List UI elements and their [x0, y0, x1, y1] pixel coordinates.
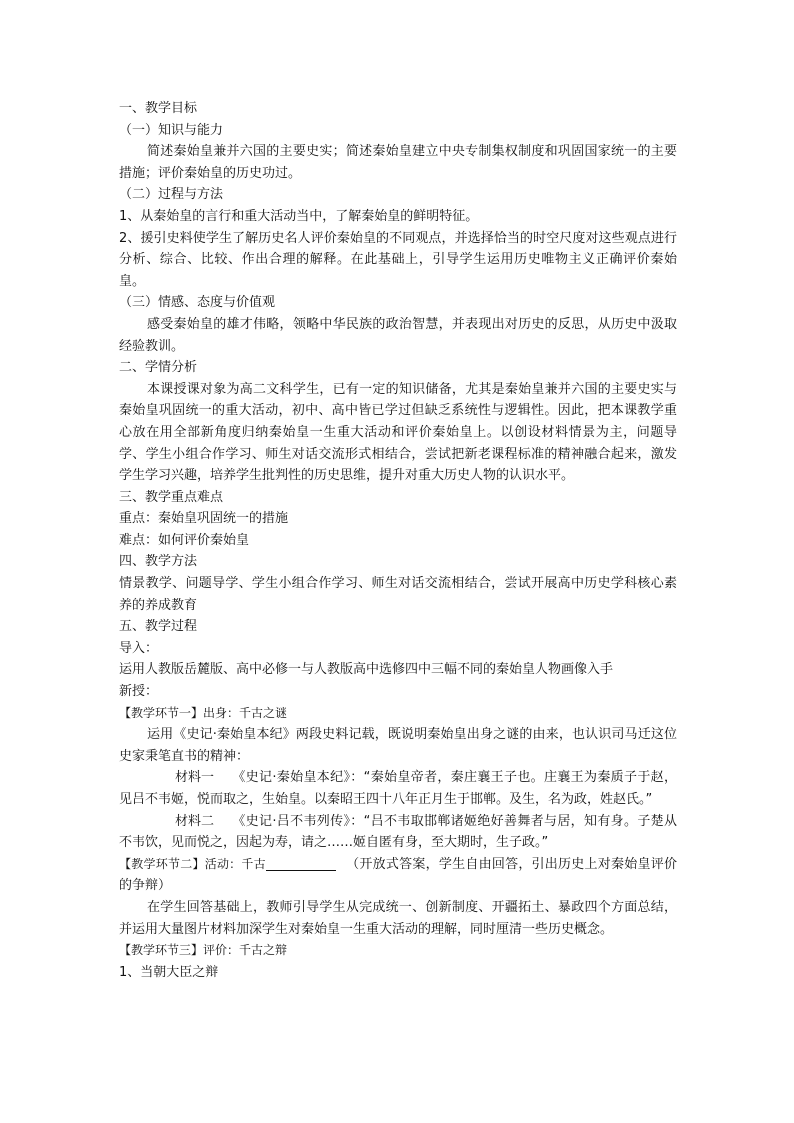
- section-1-sub2-point1: 1、从秦始皇的言行和重大活动当中，了解秦始皇的鲜明特征。: [119, 208, 479, 224]
- link-1-heading: [119, 703, 677, 725]
- link-3-heading: [119, 940, 677, 962]
- answer-blank: [266, 856, 336, 871]
- link-2-heading: [119, 854, 677, 897]
- section-2-text: 本课授课对象为高二文科学生，已有一定的知识储备，尤其是秦始皇兼并六国的主要史实与秦始皇巩固统一的重大活动，初中、高中皆已学过但缺乏系统性与逻辑性。因此，把本课教学重心放在用全部新角度归纳秦始皇一生重大活动和评价秦始皇上。以创设材料情景为主，问题导学、学生小组合作学习、师生对话交流形式相结合，尝试把新老课程标准的精神融合起来，激发学生学习兴趣，培养学生批判性的历史思维，提升对重大历史人物的认识水平。: [119, 381, 677, 484]
- difficult-point: 难点：如何评价秦始皇: [119, 532, 250, 548]
- link-3-tag: 【教学环节三】评价：千古之辩: [119, 943, 288, 958]
- document-body: [119, 98, 677, 983]
- section-1-sub2-point2: 2、援引史料使学生了解历史名人评价秦始皇的不同观点，并选择恰当的时空尺度对这些观点进行分析、综合、比较、作出合理的解释。在此基础上，引导学生运用历史唯物主义正确评价秦始皇。: [119, 230, 677, 289]
- link-3-point1: 1、当朝大臣之辩: [119, 964, 219, 980]
- section-1-sub2-title: （二）过程与方法: [119, 187, 224, 203]
- intro-label: 导入：: [119, 640, 159, 656]
- section-1-sub1-title: （一）知识与能力: [119, 122, 224, 138]
- link-2-text: （开放式答案，学生自由回答，引出历史上对秦始皇评价的争辩）: [119, 856, 677, 894]
- key-point: 重点：秦始皇巩固统一的措施: [119, 511, 289, 527]
- intro-text: 运用人教版岳麓版、高中必修一与人教版高中选修四中三幅不同的秦始皇人物画像入手: [119, 662, 614, 678]
- section-4-title: 四、教学方法: [119, 554, 198, 570]
- section-2-title: 二、学情分析: [119, 360, 198, 376]
- material-2: [119, 811, 677, 854]
- link-1-text: 运用《史记·秦始皇本纪》两段史料记载，既说明秦始皇出身之谜的由来，也认识司马迁这位史家秉笔直书的精神：: [119, 727, 677, 764]
- link-2-tag: 【教学环节二】活动：千古: [119, 856, 266, 871]
- section-4-text: 情景教学、问题导学、学生小组合作学习、师生对话交流相结合，尝试开展高中历史学科核心素养的养成教育: [119, 576, 677, 613]
- material-1-text: 《史记·秦始皇本纪》：“秦始皇帝者，秦庄襄王子也。庄襄王为秦质子于赵，见吕不韦姬，悦而取之，生始皇。以秦昭王四十八年正月生于邯郸。及生，名为政，姓赵氏。”: [119, 770, 677, 807]
- new-lesson-label: 新授：: [119, 684, 159, 700]
- section-1-sub3-text: 感受秦始皇的雄才伟略，领略中华民族的政治智慧，并表现出对历史的反思，从历史中汲取经验教训。: [119, 316, 677, 354]
- material-1-label: 材料一: [175, 770, 215, 786]
- section-5-title: 五、教学过程: [119, 619, 198, 635]
- material-2-text: 《史记·吕不韦列传》：“吕不韦取邯郸诸姬绝好善舞者与居，知有身。子楚从不韦饮，见而悦之，因起为寿，请之……姬自匿有身，至大期时，生子政。”: [119, 813, 677, 851]
- section-1-sub1-text: 简述秦始皇兼并六国的主要史实；简述秦始皇建立中央专制集权制度和巩固国家统一的主要措施；评价秦始皇的历史功过。: [119, 144, 677, 181]
- section-1-sub3-title: （三）情感、态度与价值观: [119, 295, 276, 311]
- section-3-title: 三、教学重点难点: [119, 489, 224, 505]
- link-2-paragraph: 在学生回答基础上，教师引导学生从完成统一、创新制度、开疆拓土、暴政四个方面总结，并运用大量图片材料加深学生对秦始皇一生重大活动的理解，同时厘清一些历史概念。: [119, 899, 677, 937]
- link-1-tag: 【教学环节一】出身：千古之谜: [119, 705, 288, 720]
- section-1-title: 一、教学目标: [119, 101, 198, 116]
- material-2-label: 材料二: [175, 813, 215, 829]
- material-1: [119, 767, 677, 810]
